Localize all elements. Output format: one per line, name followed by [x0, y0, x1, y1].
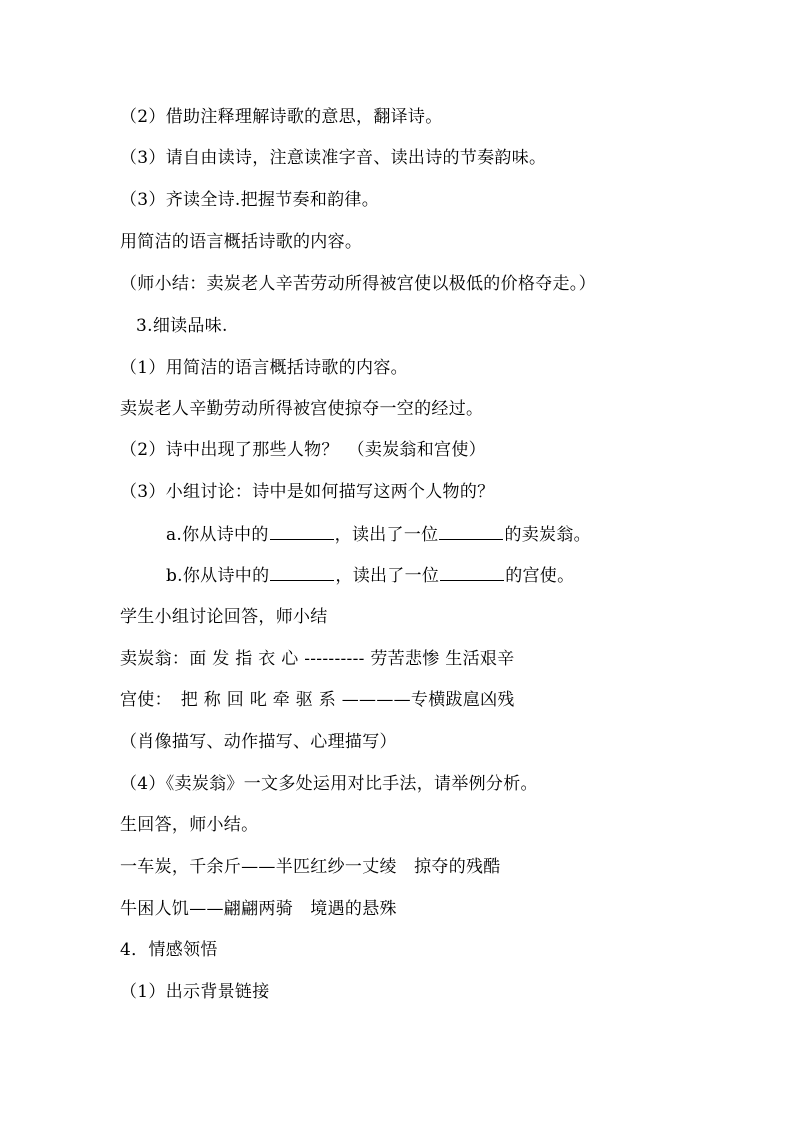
fill-in-text: ，读出了一位 [334, 525, 439, 545]
text-line: 用简洁的语言概括诗歌的内容。 [120, 232, 363, 252]
answer-blank[interactable] [270, 523, 334, 540]
text-line: （师小结：卖炭老人辛苦劳动所得被宫使以极低的价格夺走。） [120, 274, 596, 294]
text-line: 生回答，师小结。 [120, 815, 259, 835]
text-line: （2）诗中出现了那些人物？ （卖炭翁和宫使） [120, 440, 486, 460]
text-line: （3）请自由读诗，注意读准字音、读出诗的节奏韵味。 [120, 148, 547, 168]
text-line: 学生小组讨论回答，师小结 [120, 607, 328, 627]
text-line: （4）《卖炭翁》一文多处运用对比手法，请举例分析。 [120, 774, 538, 794]
fill-in-line-a [166, 523, 591, 546]
answer-blank[interactable] [440, 564, 504, 581]
text-line: （1）用简洁的语言概括诗歌的内容。 [120, 358, 408, 378]
text-line: （2）借助注释理解诗歌的意思，翻译诗。 [120, 107, 443, 127]
text-line: 宫使： 把 称 回 叱 牵 驱 系 ————专横跋扈凶残 [120, 690, 515, 710]
answer-blank[interactable] [270, 564, 334, 581]
fill-in-text: a.你从诗中的 [166, 525, 269, 545]
fill-in-text: ，读出了一位 [335, 566, 440, 586]
text-line: （3）齐读全诗.把握节奏和韵律。 [120, 190, 380, 210]
text-line: 卖炭翁：面 发 指 衣 心 ---------- 劳苦悲惨 生活艰辛 [120, 649, 515, 669]
text-line: （1）出示背景链接 [120, 982, 270, 1002]
text-line: 牛困人饥——翩翩两骑 境遇的悬殊 [120, 899, 397, 919]
answer-blank[interactable] [439, 523, 503, 540]
fill-in-text: 的宫使。 [505, 566, 575, 586]
text-line: （肖像描写、动作描写、心理描写） [120, 732, 397, 752]
section-heading: 3.细读品味. [136, 316, 228, 336]
text-line: 卖炭老人辛勤劳动所得被宫使掠夺一空的经过。 [120, 399, 484, 419]
fill-in-text: 的卖炭翁。 [504, 525, 591, 545]
fill-in-text: b.你从诗中的 [166, 566, 270, 586]
section-heading: 4．情感领悟 [120, 940, 218, 960]
text-line: （3）小组讨论：诗中是如何描写这两个人物的？ [120, 482, 495, 502]
fill-in-line-b [166, 564, 574, 587]
text-line: 一车炭，千余斤——半匹红纱一丈绫 掠夺的残酷 [120, 857, 501, 877]
